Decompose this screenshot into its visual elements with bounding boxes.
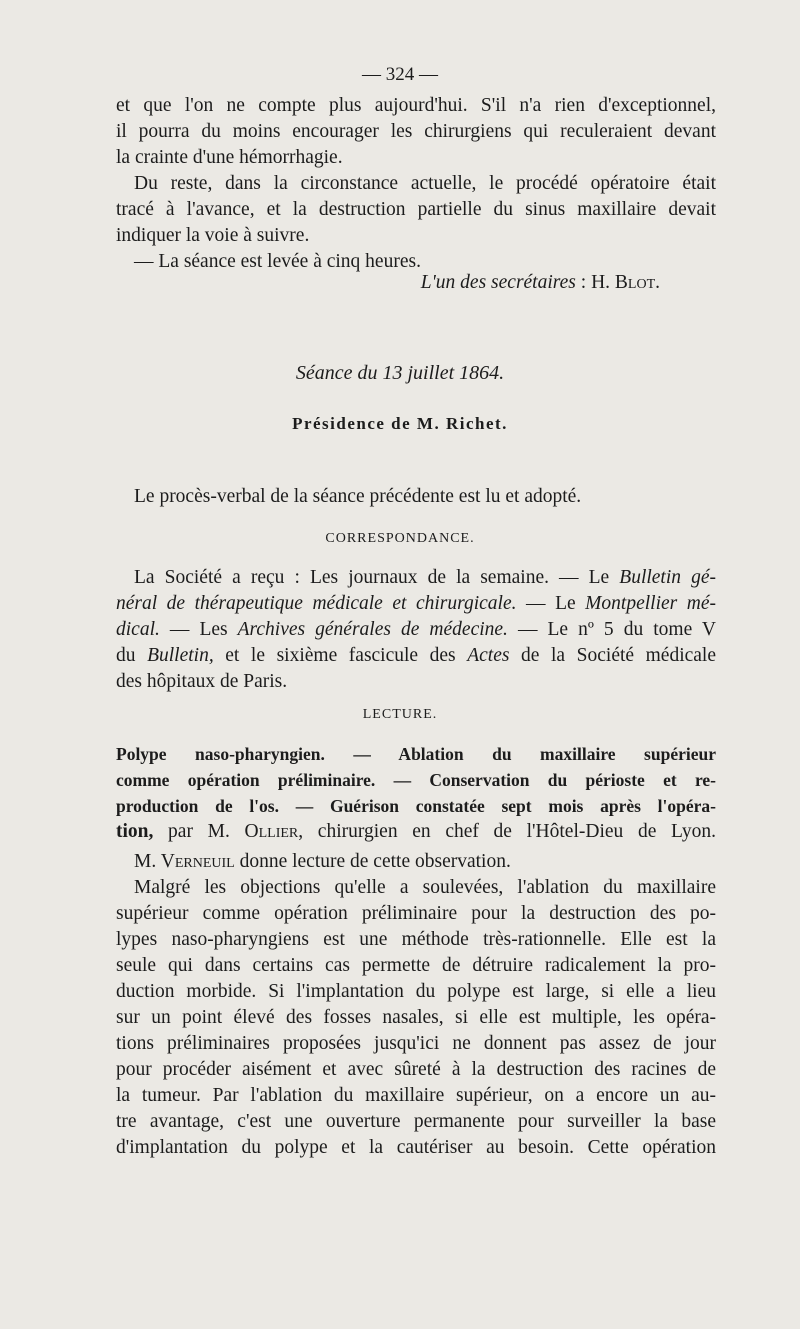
text-line: d'implantation du polype et la cautériser au besoin. Cette opération (116, 1137, 716, 1158)
reader-line (134, 850, 716, 874)
journal-title: Actes (467, 645, 510, 666)
text-line: il pourra du moins encourager les chirurgiens qui reculeraient devant (116, 121, 716, 142)
text-line: la tumeur. Par l'ablation du maxillaire supérieur, on a encore un au- (116, 1085, 716, 1106)
lecture-heading: LECTURE. (362, 707, 438, 722)
text-run: et le sixième fascicule des (213, 645, 468, 666)
text-run: du (116, 645, 148, 666)
correspondence-heading: CORRESPONDANCE. (325, 531, 475, 546)
text-line: des hôpitaux de Paris. (116, 671, 288, 692)
text-line: pour procéder aisément et avec sûreté à la destruction des racines de (116, 1059, 716, 1080)
text-run: , chirurgien en chef de l'Hôtel-Dieu de Lyon. (298, 821, 716, 842)
text-line: Du reste, dans la circonstance actuelle, le procédé opératoire était (134, 173, 716, 194)
text-run: donne lecture de cette observation. (234, 851, 511, 872)
reader-name: M. Verneuil (134, 851, 235, 872)
signature-label: L'un des secrétaires (420, 272, 576, 293)
journal-title: néral de thérapeutique médicale et chirurgicale. (116, 593, 517, 614)
session-president: Présidence de M. Richet. (292, 414, 508, 433)
text-line (116, 592, 716, 616)
author-name: Ollier (244, 821, 299, 842)
text-line: la crainte d'une hémorrhagie. (116, 147, 343, 168)
text-line: duction morbide. Si l'implantation du polype est large, si elle a lieu (116, 981, 716, 1002)
text-run: — Le (516, 593, 586, 614)
journal-title: Archives générales de médecine. (237, 619, 508, 640)
lecture-title-line: Polype naso-pharyngien. — Ablation du maxillaire supérieur (116, 744, 716, 764)
text-line: lypes naso-pharyngiens est une méthode très-rationnelle. Elle est la (116, 929, 716, 950)
lecture-title-line: production de l'os. — Guérison constatée sept mois après l'opéra- (116, 796, 716, 816)
text-line: sur un point élevé des fosses nasales, si elle est multiple, les opéra- (116, 1007, 716, 1028)
text-line: tions préliminaires proposées jusqu'ici ne donnent pas assez de jour (116, 1033, 716, 1054)
text-run: tion, (116, 821, 154, 842)
journal-title: Bulletin gé- (619, 567, 716, 588)
text-line (116, 644, 716, 668)
signature-separator: : (575, 272, 592, 293)
signature-name: H. Blot. (591, 272, 660, 293)
journal-title: dical. (116, 619, 160, 640)
journal-title: Bulletin, (147, 645, 214, 666)
minutes-line: Le procès-verbal de la séance précédente est lu et adopté. (134, 486, 582, 507)
text-line: tracé à l'avance, et la destruction partielle du sinus maxillaire devait (116, 199, 716, 220)
text-run: — Les (159, 619, 238, 640)
text-line: Malgré les objections qu'elle a soulevées, l'ablation du maxillaire (134, 877, 716, 898)
text-line: seule qui dans certains cas permette de détruire radicalement la pro- (116, 955, 716, 976)
lecture-title-line: comme opération préliminaire. — Conservation du périoste et re- (116, 770, 716, 790)
text-run: La Société a reçu : Les journaux de la semaine. — Le (134, 567, 620, 588)
signature (421, 272, 660, 294)
text-line (116, 618, 716, 642)
text-line (134, 566, 716, 590)
text-line: indiquer la voie à suivre. (116, 225, 310, 246)
text-line: et que l'on ne compte plus aujourd'hui. S'il n'a rien d'exceptionnel, (116, 95, 716, 116)
lecture-title-line (116, 820, 716, 844)
session-title: Séance du 13 juillet 1864. (295, 362, 505, 384)
text-run: par M. (153, 821, 245, 842)
text-run: — Le nº 5 du tome V (507, 619, 716, 640)
journal-title: Montpellier mé- (585, 593, 716, 614)
text-run: de la Société médicale (509, 645, 716, 666)
page-number: — 324 — (362, 64, 438, 85)
closing-line: — La séance est levée à cinq heures. (134, 251, 421, 272)
text-line: supérieur comme opération préliminaire pour la destruction des po- (116, 903, 716, 924)
text-line: tre avantage, c'est une ouverture permanente pour surveiller la base (116, 1111, 716, 1132)
